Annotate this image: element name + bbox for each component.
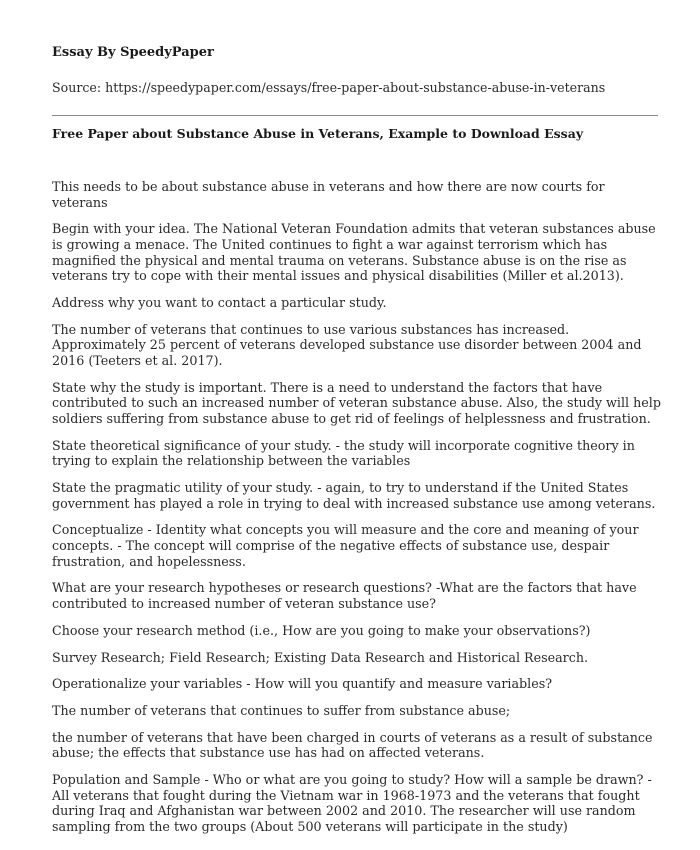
paragraph: The number of veterans that continues to suffer from substance abuse; <box>52 703 511 719</box>
paragraph: Address why you want to contact a particular study. <box>52 294 387 310</box>
paragraph: Operationalize your variables - How will you quantify and measure variables? <box>52 676 553 692</box>
paragraph: State theoretical significance of your study. - the study will incorporate cognitive theory in trying to explain the relationship between the variables <box>52 437 635 469</box>
paragraph: Survey Research; Field Research; Existing Data Research and Historical Research. <box>52 649 589 665</box>
paragraph: Conceptualize - Identity what concepts you will measure and the core and meaning of your concepts. - The concept will comprise of the negative effects of substance use, despair frustration, and hopelessness. <box>52 522 639 569</box>
brand-title: Essay By SpeedyPaper <box>52 45 214 60</box>
source-line: Source: https://speedypaper.com/essays/free-paper-about-substance-abuse-in-veterans <box>52 80 606 95</box>
paragraph: What are your research hypotheses or research questions? -What are the factors that have contributed to increased number of veteran substance use? <box>52 580 637 611</box>
essay-title: Free Paper about Substance Abuse in Veterans, Example to Download Essay <box>52 126 584 141</box>
paragraph: State the pragmatic utility of your study. - again, to try to understand if the United States government has played a role in trying to deal with increased substance use among veterans. <box>52 480 656 511</box>
paragraph: Choose your research method (i.e., How are you going to make your observations?) <box>52 622 591 638</box>
paragraph: The number of veterans that continues to use various substances has increased. Approximately 25 percent of veterans developed substance use disorder between 2004 and 2016 (Teeters et al. 2017). <box>52 321 642 368</box>
essay-body <box>52 179 662 835</box>
paragraph: the number of veterans that have been charged in courts of veterans as a result of substance abuse; the effects that substance use has had on affected veterans. <box>52 729 653 761</box>
paragraph: Population and Sample - Who or what are you going to study? How will a sample be drawn? - All veterans that fought during the Vietnam war in 1968-1973 and the veterans that fought during Iraq and Afghanistan war between 2002 and 2010. The researcher will use random sampling from the two groups (About 500 veterans will participate in the study) <box>52 772 652 835</box>
paragraph: State why the study is important. There is a need to understand the factors that have contributed to such an increased number of veteran substance abuse. Also, the study will help soldiers suffering from substance abuse to get rid of feelings of helplessness and frustration. <box>52 379 661 426</box>
paragraph: Begin with your idea. The National Veteran Foundation admits that veteran substances abuse is growing a menace. The United continues to fight a war against terrorism which has magnified the physical and mental trauma on veterans. Substance abuse is on the rise as veterans try to cope with their mental issues and physical disabilities (Miller et al.2013). <box>52 221 656 284</box>
paragraph: This needs to be about substance abuse in veterans and how there are now courts for veterans <box>52 179 605 210</box>
divider <box>52 115 658 116</box>
